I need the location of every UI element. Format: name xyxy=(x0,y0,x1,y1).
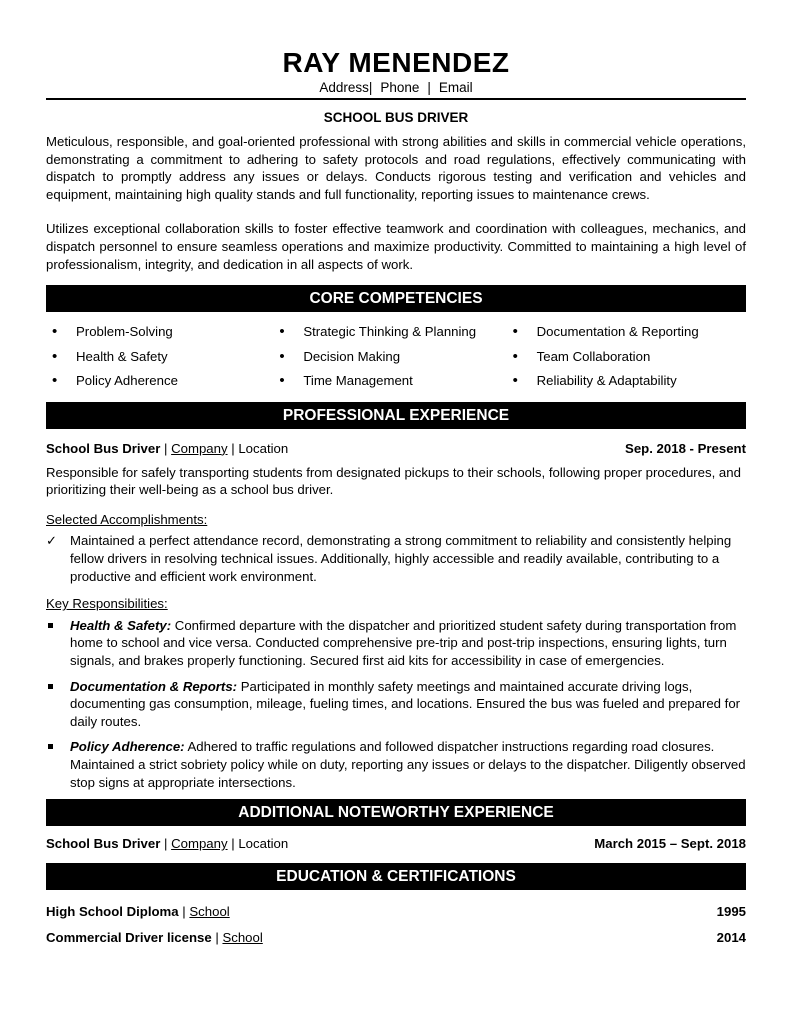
job-2-dates: March 2015 – Sept. 2018 xyxy=(594,836,746,852)
header-divider xyxy=(46,98,746,100)
job-2-location: Location xyxy=(238,836,289,852)
responsibility-item xyxy=(46,617,746,670)
pipe-separator: | xyxy=(231,836,235,852)
competency-item: • Decision Making xyxy=(279,345,512,370)
responsibility-text: Adhered to traffic regulations and followed dispatcher instructions regarding road closures. Maintained a strict sobriety policy while on duty, reporting any issues or delays to the dispatcher. Diligently observed stop signs at appropriate intersections. xyxy=(70,739,746,790)
education-year: 1995 xyxy=(716,904,746,920)
responsibility-text: Confirmed departure with the dispatcher and prioritized student safety during transportation from home to school and vice versa. Conducted comprehensive pre-trip and post-trip inspections, ensuring lights, turn signals, and brakes properly functioning. Secured first aid kits for accessibility in case of emergencies. xyxy=(70,617,737,668)
section-header-additional: ADDITIONAL NOTEWORTHY EXPERIENCE xyxy=(46,799,746,826)
accomplishment-item xyxy=(46,532,746,585)
job-2-company: Company xyxy=(171,836,228,852)
contact-email: Email xyxy=(438,80,473,95)
job-1-company: Company xyxy=(171,440,228,456)
contact-address: Address xyxy=(319,80,369,95)
section-header-experience: PROFESSIONAL EXPERIENCE xyxy=(46,402,746,429)
accomplishment-text: Maintained a perfect attendance record, demonstrating a strong commitment to reliability and consistently helping fellow drivers in resolving technical issues. Additionally, highly accessible and readily available, contributing to a productive and efficient work environment. xyxy=(70,533,732,584)
pipe-separator: | xyxy=(368,80,373,95)
job-2-role: School Bus Driver xyxy=(46,836,161,852)
education-credential: High School Diploma xyxy=(46,904,179,920)
education-row xyxy=(46,929,746,947)
responsibilities-label: Key Responsibilities: xyxy=(46,596,168,612)
education-year: 2014 xyxy=(716,930,746,946)
pipe-separator: | xyxy=(231,440,235,456)
responsibility-text: Participated in monthly safety meetings and maintained accurate driving logs, documenting gas consumption, mileage, fueling times, and locations. Ensured the bus was fueled and prepared for daily routes. xyxy=(70,678,741,729)
education-school: School xyxy=(189,904,230,920)
pipe-separator: | xyxy=(164,836,168,852)
contact-phone: Phone xyxy=(380,80,420,95)
job-1-location: Location xyxy=(238,440,289,456)
responsibility-label: Health & Safety: xyxy=(70,617,172,633)
job-1-role: School Bus Driver xyxy=(46,440,161,456)
responsibility-item xyxy=(46,738,746,791)
competency-item: • Strategic Thinking & Planning xyxy=(279,320,512,345)
job-title: SCHOOL BUS DRIVER xyxy=(323,110,469,125)
competency-item: • Policy Adherence xyxy=(46,369,279,394)
education-school: School xyxy=(222,930,263,946)
section-header-competencies: CORE COMPETENCIES xyxy=(46,285,746,312)
job-1-description: Responsible for safely transporting students from designated pickups to their schools, following proper procedures, and prioritizing their well-being as a school bus driver. xyxy=(46,464,741,498)
responsibility-item xyxy=(46,678,746,731)
responsibility-label: Policy Adherence: xyxy=(70,739,185,755)
accomplishments-list xyxy=(46,532,746,585)
competencies-grid xyxy=(46,320,746,394)
summary-paragraph-1: Meticulous, responsible, and goal-oriented professional with strong abilities and skills in commercial vehicle operations, demonstrating a commitment to adhering to safety protocols and road regulations, effectively communicating with dispatch to promptly address any issues or delays. Conducts rigorous testing and verification and vehicles and equipment, maintaining high quality stands and full functionality, reporting issues to maintenance crews. xyxy=(46,134,746,202)
competency-item: • Reliability & Adaptability xyxy=(513,369,746,394)
job-1-header xyxy=(46,440,746,458)
pipe-separator: | xyxy=(215,930,219,946)
job-2-header xyxy=(46,835,746,853)
competency-item: • Problem-Solving xyxy=(46,320,279,345)
competencies-column-2 xyxy=(279,320,512,394)
competency-item: • Team Collaboration xyxy=(513,345,746,370)
square-bullet-icon xyxy=(48,684,53,689)
pipe-separator: | xyxy=(164,440,168,456)
pipe-separator: | xyxy=(182,904,186,920)
square-bullet-icon xyxy=(48,744,53,749)
competency-item: • Time Management xyxy=(279,369,512,394)
responsibility-label: Documentation & Reports: xyxy=(70,678,238,694)
education-credential: Commercial Driver license xyxy=(46,930,212,946)
summary-paragraph-2: Utilizes exceptional collaboration skills to foster effective teamwork and coordination with colleagues, mechanics, and dispatch personnel to ensure seamless operations and maximize productivity. Committed to maintaining a high level of professionalism, integrity, and dedication in all aspects of work. xyxy=(46,221,746,272)
competencies-column-3 xyxy=(513,320,746,394)
candidate-name: RAY MENENDEZ xyxy=(282,47,510,78)
job-1-dates: Sep. 2018 - Present xyxy=(625,440,746,456)
checkmark-icon: ✓ xyxy=(46,533,58,549)
square-bullet-icon xyxy=(48,623,53,628)
competency-item: • Health & Safety xyxy=(46,345,279,370)
accomplishments-label: Selected Accomplishments: xyxy=(46,511,208,527)
section-header-education: EDUCATION & CERTIFICATIONS xyxy=(46,863,746,890)
competency-item: • Documentation & Reporting xyxy=(513,320,746,345)
contact-line xyxy=(46,80,746,96)
education-row xyxy=(46,903,746,921)
competencies-column-1 xyxy=(46,320,279,394)
responsibilities-list xyxy=(46,617,746,791)
resume-page xyxy=(46,46,746,947)
pipe-separator: | xyxy=(427,80,431,95)
